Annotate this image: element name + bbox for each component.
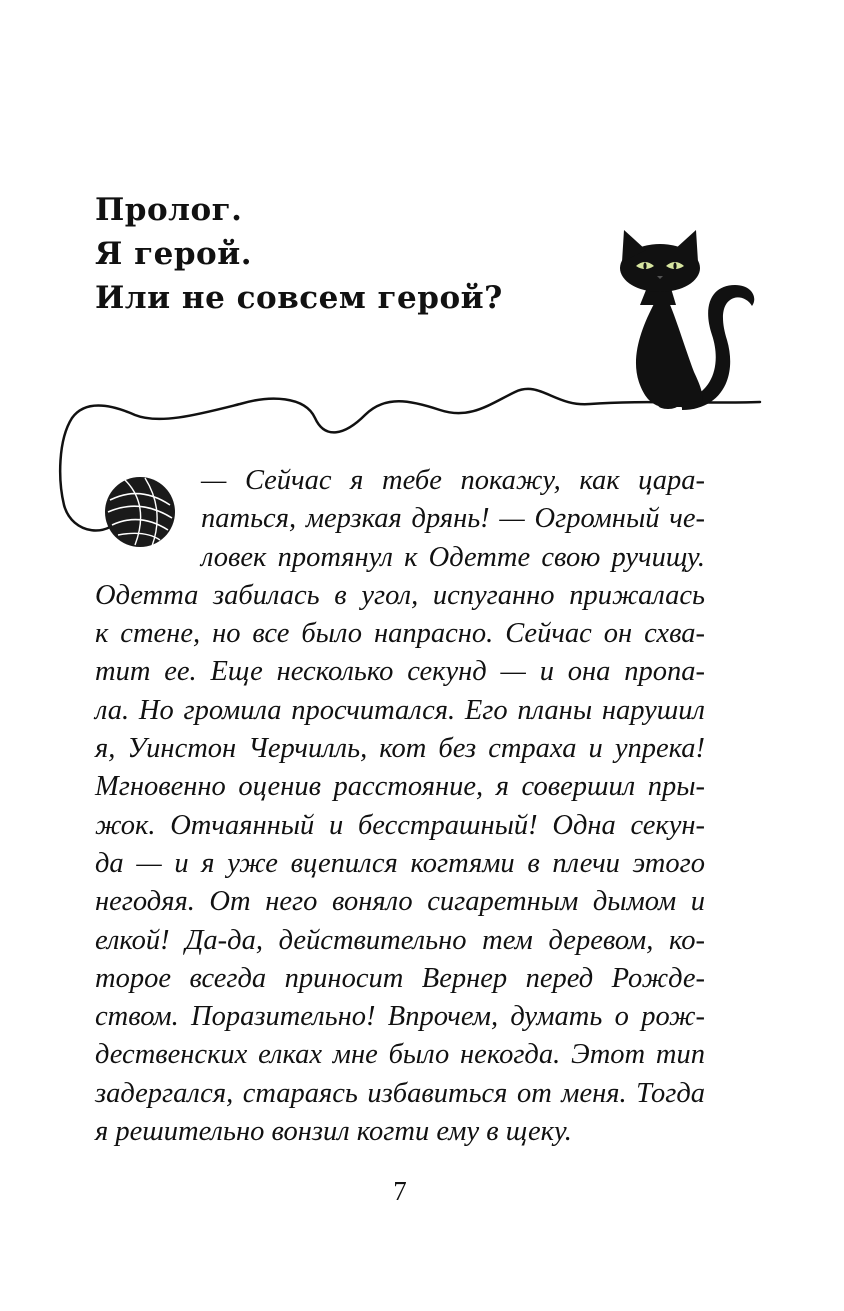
text-line: Одетта забилась в угол, испуганно прижалась xyxy=(95,579,705,611)
heading-line-hero: Я герой. xyxy=(95,236,252,272)
heading-line-prologue: Пролог. xyxy=(95,192,243,228)
text-line: торое всегда приносит Вернер перед Рожде- xyxy=(95,962,705,994)
text-line: я решительно вонзил когти ему в щеку. xyxy=(95,1116,572,1148)
text-line: да — и я уже вцепился когтями в плечи этого xyxy=(95,847,705,879)
text-line: тит ее. Еще несколько секунд — и она пропа- xyxy=(95,656,705,688)
text-line: дественских елках мне было некогда. Этот тип xyxy=(95,1039,705,1071)
text-line: ством. Поразительно! Впрочем, думать о рож- xyxy=(95,1001,705,1033)
text-line: паться, мерзкая дрянь! — Огромный че- xyxy=(201,503,705,535)
text-line: ла. Но громила просчитался. Его планы нарушил xyxy=(95,694,705,726)
text-line: к стене, но все было напрасно. Сейчас он схва- xyxy=(95,618,705,650)
page-number: 7 xyxy=(393,1176,407,1206)
text-line: я, Уинстон Черчилль, кот без страха и упрека! xyxy=(95,733,705,765)
heading-line-question: Или не совсем герой? xyxy=(95,280,503,316)
text-line: ловек протянул к Одетте свою ручищу. xyxy=(201,541,705,573)
story-text xyxy=(95,462,705,1151)
black-cat-icon xyxy=(620,230,754,410)
text-line: Мгновенно оценив расстояние, я совершил пры- xyxy=(95,771,705,803)
text-line: задергался, стараясь избавиться от меня. Тогда xyxy=(95,1077,705,1109)
text-line: негодяя. От него воняло сигаретным дымом и xyxy=(95,886,705,918)
text-line: — Сейчас я тебе покажу, как цара- xyxy=(201,465,705,496)
text-line: жок. Отчаянный и бесстрашный! Одна секун- xyxy=(95,809,705,841)
text-line: елкой! Да-да, действительно тем деревом, ко- xyxy=(95,924,705,956)
